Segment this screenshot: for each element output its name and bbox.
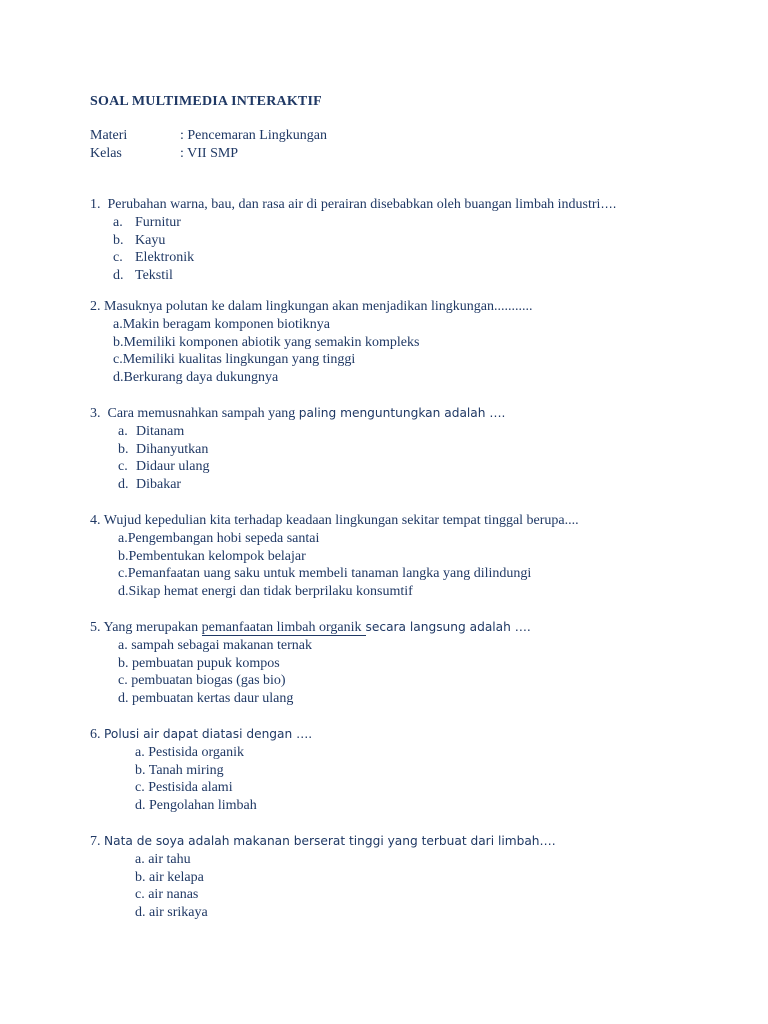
question-text: 5. Yang merupakan pemanfaatan limbah organik secara langsung adalah …. (90, 620, 531, 635)
option-c: c.Pemanfaatan uang saku untuk membeli tanaman langka yang dilindungi (118, 566, 532, 582)
option-c: c. air nanas (135, 887, 199, 903)
option-c: c. Didaur ulang (118, 459, 210, 475)
meta-value: : Pencemaran Lingkungan (180, 128, 327, 143)
option-d: d. Tekstil (113, 268, 173, 284)
option-b: b. Dihanyutkan (118, 441, 209, 457)
option-a: a. Furnitur (113, 214, 181, 230)
option-a: a. Pestisida organik (135, 744, 245, 760)
option-b: b.Memiliki komponen abiotik yang semakin kompleks (113, 334, 420, 350)
question-text: 2. Masuknya polutan ke dalam lingkungan akan menjadikan lingkungan........... (90, 299, 533, 314)
meta-label: Materi (90, 128, 128, 143)
question-1 (90, 196, 617, 285)
option-c: c. pembuatan biogas (gas bio) (118, 673, 286, 689)
option-d: d. air srikaya (135, 905, 208, 921)
question-7 (90, 833, 556, 922)
option-d: d.Berkurang daya dukungnya (113, 370, 279, 386)
option-a: a. sampah sebagai makanan ternak (118, 637, 312, 653)
option-b: b.Pembentukan kelompok belajar (118, 548, 306, 564)
option-c: c. Elektronik (113, 250, 195, 266)
option-c: c.Memiliki kualitas lingkungan yang tinggi (113, 352, 356, 368)
meta-row-materi (90, 127, 327, 145)
option-d: d. Pengolahan limbah (135, 798, 257, 814)
meta-value: : VII SMP (180, 146, 239, 161)
option-b: b. air kelapa (135, 869, 204, 885)
document-title: SOAL MULTIMEDIA INTERAKTIF (90, 94, 322, 109)
option-a: a.Makin beragam komponen biotiknya (113, 316, 330, 332)
meta-label: Kelas (90, 146, 122, 161)
meta-info (90, 127, 327, 163)
question-text: 1. Perubahan warna, bau, dan rasa air di perairan disebabkan oleh buangan limbah industri…. (90, 197, 617, 212)
question-text: 4. Wujud kepedulian kita terhadap keadaan lingkungan sekitar tempat tinggal berupa.... (90, 513, 579, 528)
option-b: b. Tanah miring (135, 762, 224, 778)
question-3 (90, 405, 505, 494)
question-6 (90, 726, 312, 815)
option-b: b. pembuatan pupuk kompos (118, 655, 280, 671)
option-d: d. pembuatan kertas daur ulang (118, 691, 294, 707)
underlined-phrase: pemanfaatan limbah organik (202, 620, 366, 636)
question-5 (90, 619, 531, 708)
option-b: b. Kayu (113, 232, 166, 248)
question-text: 3. Cara memusnahkan sampah yang paling menguntungkan adalah …. (90, 406, 506, 421)
option-d: d. Dibakar (118, 477, 182, 493)
question-text: 7. Nata de soya adalah makanan berserat tinggi yang terbuat dari limbah…. (90, 834, 556, 849)
question-text: 6. Polusi air dapat diatasi dengan …. (90, 727, 313, 742)
option-d: d.Sikap hemat energi dan tidak berprilaku konsumtif (118, 584, 413, 600)
option-a: a.Pengembangan hobi sepeda santai (118, 530, 320, 546)
question-4 (90, 512, 579, 601)
question-2 (90, 298, 532, 387)
option-a: a. Ditanam (118, 423, 185, 439)
meta-row-kelas (90, 145, 327, 163)
option-c: c. Pestisida alami (135, 780, 233, 796)
option-a: a. air tahu (135, 851, 191, 867)
